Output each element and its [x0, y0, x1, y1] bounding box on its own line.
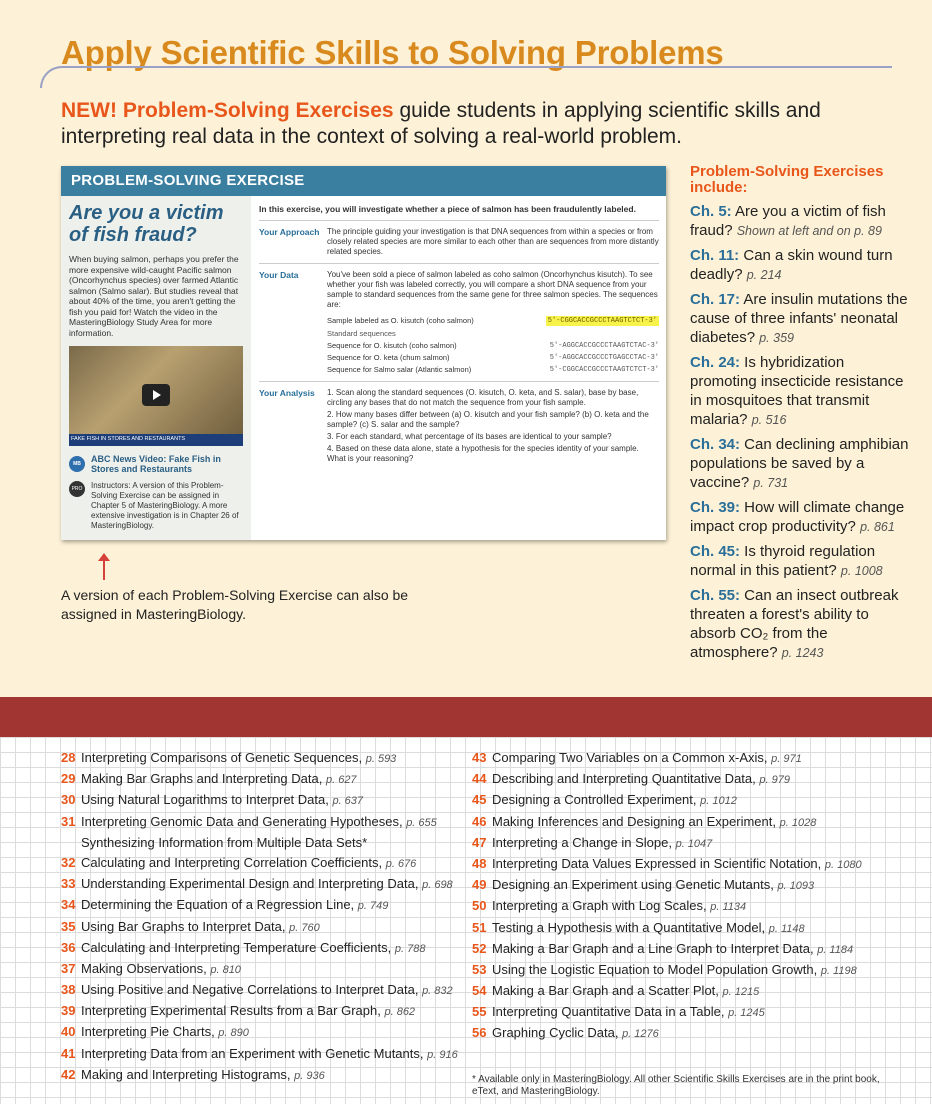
intro-highlight: NEW! Problem-Solving Exercises: [61, 99, 394, 122]
skill-number: 52: [472, 940, 487, 956]
chapter-question: Is thyroid regulation normal in this patient?: [690, 543, 876, 579]
skill-page: p. 1215: [722, 986, 760, 999]
skill-number: 32: [61, 854, 76, 870]
skill-text: Interpreting Genomic Data and Generating Hypotheses,: [81, 813, 407, 829]
skill-item: [61, 982, 461, 999]
skill-text: Using Natural Logarithms to Interpret Data,: [81, 792, 333, 808]
data-text: You've been sold a piece of salmon labeled as coho salmon (Oncorhynchus kisutch). To see whether your fish was labeled correctly, you will compare a short DNA sequence from your sample to standard sequences from the same gene for three salmon species. The sequences are:: [327, 270, 658, 309]
skill-text-wrap: [81, 771, 357, 788]
chapter-label: Ch. 55:: [690, 587, 741, 604]
skill-page: p. 1134: [710, 901, 747, 914]
chapter-page: Shown at left and on p. 89: [736, 224, 882, 238]
skill-page: p. 1093: [777, 880, 815, 893]
skill-text-wrap: [492, 877, 814, 894]
skill-page: p. 760: [289, 921, 320, 934]
sidebar-item: [690, 290, 910, 348]
analysis-item: 1. Scan along the standard sequences (O. kisutch, O. keta, and S. salar), base by base, circling any bases that do not match the sequence from your fish sample.: [327, 388, 639, 407]
video-ticker: FAKE FISH IN STORES AND RESTAURANTS: [69, 434, 243, 446]
skill-number: 47: [472, 834, 487, 850]
skill-text-wrap: [81, 855, 416, 872]
instructor-badge-icon: PRO: [69, 481, 85, 497]
data-content: [327, 270, 659, 375]
play-icon[interactable]: [142, 384, 170, 406]
skill-text: Making Observations,: [81, 960, 211, 976]
sidebar-item: [690, 246, 910, 285]
skill-item: [472, 750, 912, 767]
skill-number: 51: [472, 919, 487, 935]
skill-text-wrap: [492, 983, 759, 1000]
skill-text-wrap: [492, 856, 862, 873]
skill-page: p. 698: [422, 879, 453, 892]
skill-text: Using the Logistic Equation to Model Population Growth,: [492, 961, 821, 977]
skill-page: p. 916: [427, 1048, 458, 1061]
skill-number: 34: [61, 897, 76, 913]
skill-item: [61, 792, 461, 809]
analysis-label: Your Analysis: [259, 388, 315, 398]
skill-page: p. 1080: [824, 858, 862, 871]
skill-text-wrap: [492, 750, 802, 767]
skill-item: [472, 941, 912, 958]
skill-item: [472, 1004, 912, 1021]
analysis-row: [259, 388, 659, 472]
card-right-panel: [259, 204, 659, 472]
card-left-panel: [61, 196, 251, 540]
skill-page: p. 788: [394, 942, 426, 955]
skill-page: p. 1028: [779, 816, 817, 829]
approach-label: Your Approach: [259, 227, 320, 237]
chapter-question: Is hybridization promoting insecticide resistance in mosquitoes that transmit malaria?: [690, 354, 904, 428]
skill-item: [472, 1025, 912, 1042]
chapter-label: Ch. 24:: [690, 354, 741, 371]
skill-page: p. 862: [384, 1006, 416, 1019]
skill-text: Using Positive and Negative Correlations to Interpret Data,: [81, 982, 423, 998]
exercise-intro: In this exercise, you will investigate whether a piece of salmon has been fraudulently labeled.: [259, 204, 659, 221]
skill-item: [472, 835, 912, 852]
skill-text-wrap: [492, 814, 816, 831]
skill-page: p. 1012: [700, 795, 737, 808]
skill-number: 35: [61, 918, 76, 934]
skill-text-wrap: [492, 771, 790, 788]
instructor-text: Instructors: A version of this Problem-Solving Exercise can be assigned in Chapter 5 of MasteringBiology. A more extensive investigation is in Chapter 26 of MasteringBiology.: [91, 481, 239, 530]
skill-text-wrap: [492, 962, 857, 979]
approach-row: [259, 227, 659, 264]
skill-number: 36: [61, 939, 76, 955]
skill-number: 29: [61, 771, 76, 787]
skill-text-wrap: [81, 919, 320, 936]
sequence-value: 5'-AGGCACCGCCCTGAGCCTAC-3': [549, 354, 659, 362]
skills-column-left: [61, 750, 461, 1088]
skill-text-wrap: [81, 982, 453, 999]
analysis-item: 2. How many bases differ between (a) O. kisutch and your fish sample? (b) O. keta and the sample? (c) S. salar and the sample?: [327, 410, 649, 429]
skill-text-wrap: [81, 897, 388, 914]
skill-page: p. 637: [332, 795, 364, 808]
card-heading: PROBLEM-SOLVING EXERCISE: [61, 166, 666, 196]
skill-number: 40: [61, 1024, 76, 1040]
sequence-name: Sequence for Salmo salar (Atlantic salmon): [327, 365, 472, 374]
exercise-card: [61, 166, 666, 540]
skill-text-wrap: [81, 750, 396, 767]
sidebar-item: [690, 353, 910, 430]
skill-number: 39: [61, 1003, 76, 1019]
title-rule: [40, 66, 892, 88]
skill-text-wrap: [81, 814, 437, 831]
skill-text: Interpreting Data from an Experiment with Genetic Mutants,: [81, 1045, 428, 1061]
chapter-page: p. 359: [759, 331, 794, 345]
approach-text: The principle guiding your investigation is that DNA sequences from within a species or from closely related species are more similar to each other than are sequences from more distantly related species.: [327, 227, 659, 256]
skill-item: [61, 835, 461, 851]
skill-text: Designing an Experiment using Genetic Mutants,: [492, 877, 778, 893]
skill-item: [61, 814, 461, 831]
skills-grid: [0, 737, 932, 1104]
skill-text-wrap: [81, 1024, 249, 1041]
skill-text: Interpreting a Graph with Log Scales,: [492, 898, 711, 914]
skill-number: 31: [61, 813, 76, 829]
skill-item: [472, 771, 912, 788]
instructor-note: [69, 481, 243, 531]
skill-number: 45: [472, 792, 487, 808]
data-label: Your Data: [259, 270, 299, 280]
skill-text: Making Bar Graphs and Interpreting Data,: [81, 771, 326, 787]
skill-item: [472, 962, 912, 979]
skill-text-wrap: [81, 1003, 415, 1020]
standard-label: Standard sequences: [327, 329, 396, 338]
sidebar-item: [690, 202, 910, 241]
skill-item: [472, 856, 912, 873]
skill-text: Using Bar Graphs to Interpret Data,: [81, 918, 290, 934]
skill-text: Testing a Hypothesis with a Quantitative Model,: [492, 919, 769, 935]
skill-text-wrap: [492, 898, 746, 915]
skill-text: Interpreting a Change in Slope,: [492, 834, 676, 850]
analysis-list: [327, 388, 659, 466]
skill-number: 55: [472, 1004, 487, 1020]
chapter-label: Ch. 39:: [690, 499, 741, 516]
skill-page: p. 1245: [728, 1007, 765, 1020]
skills-column-right: [472, 750, 912, 1047]
skill-page: p. 1148: [768, 922, 805, 935]
sequence-row: [327, 341, 659, 351]
sample-label: Sample labeled as O. kisutch (coho salmon): [327, 316, 474, 325]
skill-text: Making Inferences and Designing an Experiment,: [492, 813, 780, 829]
sidebar-item: [690, 542, 910, 581]
skill-item: [61, 897, 461, 914]
skill-number: 28: [61, 750, 76, 765]
skill-text-wrap: [492, 792, 737, 809]
chapter-label: Ch. 11:: [690, 247, 740, 264]
card-intro: When buying salmon, perhaps you prefer the more expensive wild-caught Pacific salmon (Oncorhynchus species) over farmed Atlantic salmon (Salmo salar). But studies reveal that about 40% of the time, you aren't getting the fish you paid for! Watch the video in the MasteringBiology Study Area for more information.: [69, 254, 239, 338]
skill-page: p. 971: [771, 753, 802, 765]
analysis-item: 3. For each standard, what percentage of its bases are identical to your sample?: [327, 432, 612, 441]
chapter-question: Can declining amphibian populations be saved by a vaccine?: [690, 436, 909, 491]
chapter-page: p. 1243: [781, 646, 824, 660]
chapter-label: Ch. 17:: [690, 291, 741, 308]
chapter-question: How will climate change impact crop productivity?: [690, 499, 905, 535]
skill-number: 37: [61, 960, 76, 976]
skill-text-wrap: [81, 1067, 325, 1084]
video-link-label: ABC News Video: Fake Fish in Stores and Restaurants: [91, 454, 221, 474]
skill-text: Calculating and Interpreting Correlation Coefficients,: [81, 854, 386, 870]
chapter-page: p. 861: [860, 520, 895, 534]
skill-text-wrap: [81, 1046, 458, 1063]
skill-text: Designing a Controlled Experiment,: [492, 792, 701, 808]
skill-text-wrap: [492, 1004, 765, 1021]
chapter-question: Are insulin mutations the cause of three infants' neonatal diabetes?: [690, 291, 908, 346]
skill-page: p. 1276: [622, 1028, 659, 1041]
skill-text-wrap: [492, 941, 853, 958]
skill-item: [61, 1046, 461, 1063]
skill-number: 42: [61, 1066, 76, 1082]
skill-item: [61, 750, 461, 767]
skill-text-wrap: [492, 920, 805, 937]
skill-number: 33: [61, 876, 76, 892]
skill-text-wrap: [81, 792, 363, 809]
intro-rest: guide students in applying scientific skills and interpreting real data in the context of solving a real-world problem.: [61, 99, 821, 148]
skill-page: p. 627: [325, 774, 357, 787]
skill-text: Interpreting Experimental Results from a Bar Graph,: [81, 1003, 385, 1019]
sidebar-item: [690, 498, 910, 537]
skill-page: p. 890: [218, 1027, 249, 1040]
sidebar-item: [690, 586, 910, 663]
skill-text: Interpreting Quantitative Data in a Table,: [492, 1004, 729, 1020]
skill-text: Interpreting Data Values Expressed in Scientific Notation,: [492, 855, 825, 871]
skill-item: [61, 1024, 461, 1041]
sequence-name: Sequence for O. keta (chum salmon): [327, 353, 450, 362]
skill-page: p. 810: [210, 963, 241, 976]
skill-number: 56: [472, 1025, 487, 1041]
skill-item: [61, 961, 461, 978]
skill-text: Graphing Cyclic Data,: [492, 1025, 623, 1041]
skill-page: p. 1184: [817, 943, 854, 956]
skill-page: p. 676: [385, 857, 417, 870]
skill-number: 54: [472, 983, 487, 999]
skill-item: [472, 792, 912, 809]
chapter-question: Can an insect outbreak threaten a forest's ability to absorb CO₂ from the atmosphere?: [690, 587, 899, 661]
sequence-row: [327, 365, 659, 375]
skill-number: 30: [61, 792, 76, 808]
video-thumbnail[interactable]: [69, 346, 243, 446]
skill-number: 38: [61, 982, 76, 998]
skill-text-wrap: [81, 961, 241, 978]
chapter-label: Ch. 45:: [690, 543, 741, 560]
page-title: Apply Scientific Skills to Solving Problems: [61, 34, 724, 71]
video-link[interactable]: [69, 454, 243, 474]
chapter-question: Are you a victim of fish fraud?: [690, 203, 886, 239]
skill-page: p. 655: [406, 816, 437, 829]
intro-paragraph: [61, 98, 881, 150]
chapter-page: p. 731: [753, 476, 789, 490]
skill-page: p. 1047: [675, 837, 713, 850]
skill-text: Comparing Two Variables on a Common x-Axis,: [492, 750, 772, 765]
skill-number: 44: [472, 771, 487, 787]
skill-item: [61, 1067, 461, 1084]
skill-text-wrap: [492, 835, 712, 852]
sequence-table: [327, 316, 659, 375]
skill-item: [472, 814, 912, 831]
skill-number: 49: [472, 877, 487, 893]
skill-text: Making and Interpreting Histograms,: [81, 1066, 295, 1082]
skill-page: p. 749: [357, 900, 389, 913]
skill-text: Determining the Equation of a Regression Line,: [81, 897, 358, 913]
skill-number: 48: [472, 855, 487, 871]
skill-item: [61, 855, 461, 872]
skill-page: p. 936: [294, 1069, 325, 1082]
skill-item: [472, 983, 912, 1000]
chapter-label: Ch. 34:: [690, 436, 741, 453]
sequence-value: 5'-CGGCACCGCCCTAAGTCTCT-3': [549, 366, 659, 374]
skill-text: Making a Bar Graph and a Scatter Plot,: [492, 983, 723, 999]
arrow-line: [103, 558, 105, 580]
sidebar-heading: Problem-Solving Exercises include:: [690, 163, 884, 196]
chapter-page: p. 214: [746, 268, 782, 282]
skill-number: 50: [472, 898, 487, 914]
skill-number: 53: [472, 961, 487, 977]
skill-item: [61, 940, 461, 957]
skill-text-wrap: [81, 876, 453, 893]
skill-item: [61, 876, 461, 893]
skill-item: [472, 920, 912, 937]
analysis-item: 4. Based on these data alone, state a hypothesis for the species identity of your sample. What is your reasoning?: [327, 444, 639, 463]
skill-text: Synthesizing Information from Multiple Data Sets*: [81, 834, 368, 850]
mastering-badge-icon: MB: [69, 456, 85, 472]
skill-text: Describing and Interpreting Quantitative Data,: [492, 771, 760, 787]
data-row: [259, 270, 659, 382]
skill-page: p. 979: [759, 774, 790, 787]
footnote: * Available only in MasteringBiology. All other Scientific Skills Exercises are in the print book, eText, and MasteringBiology.: [472, 1074, 880, 1097]
sample-row: [327, 316, 659, 326]
skill-item: [61, 771, 461, 788]
skill-number: 46: [472, 813, 487, 829]
sequence-name: Sequence for O. kisutch (coho salmon): [327, 341, 457, 350]
card-question: Are you a victim of fish fraud?: [69, 202, 224, 246]
skill-item: [61, 919, 461, 936]
chapter-question: Can a skin wound turn deadly?: [690, 247, 893, 283]
sequence-row: [327, 353, 659, 363]
skill-page: p. 832: [422, 985, 453, 998]
skill-number: 43: [472, 750, 487, 765]
skill-text: Understanding Experimental Design and Interpreting Data,: [81, 876, 423, 892]
sidebar: [690, 164, 910, 668]
skill-page: p. 593: [365, 753, 397, 765]
chapter-page: p. 1008: [840, 564, 883, 578]
skill-item: [61, 1003, 461, 1020]
skill-item: [472, 898, 912, 915]
sidebar-item: [690, 435, 910, 493]
skill-item: [472, 877, 912, 894]
skill-number: 41: [61, 1045, 76, 1061]
sequence-value: 5'-AGGCACCGCCCTAAGTCTAC-3': [549, 342, 659, 350]
skill-text: Interpreting Comparisons of Genetic Sequences,: [81, 750, 366, 765]
chapter-page: p. 516: [751, 413, 787, 427]
skill-text: Calculating and Interpreting Temperature Coefficients,: [81, 939, 395, 955]
chapter-label: Ch. 5:: [690, 203, 732, 220]
caption: A version of each Problem-Solving Exercise can also be assigned in MasteringBiology.: [61, 587, 409, 622]
skill-text-wrap: [492, 1025, 659, 1042]
skill-text: Interpreting Pie Charts,: [81, 1024, 219, 1040]
skill-text-wrap: [81, 835, 367, 851]
skill-page: p. 1198: [820, 964, 857, 977]
sample-sequence: 5'-CGGCACCGCCCTAAGTCTCT-3': [547, 317, 657, 325]
divider-band: [0, 697, 932, 737]
skill-text: Making a Bar Graph and a Line Graph to Interpret Data,: [492, 940, 818, 956]
skill-text-wrap: [81, 940, 425, 957]
